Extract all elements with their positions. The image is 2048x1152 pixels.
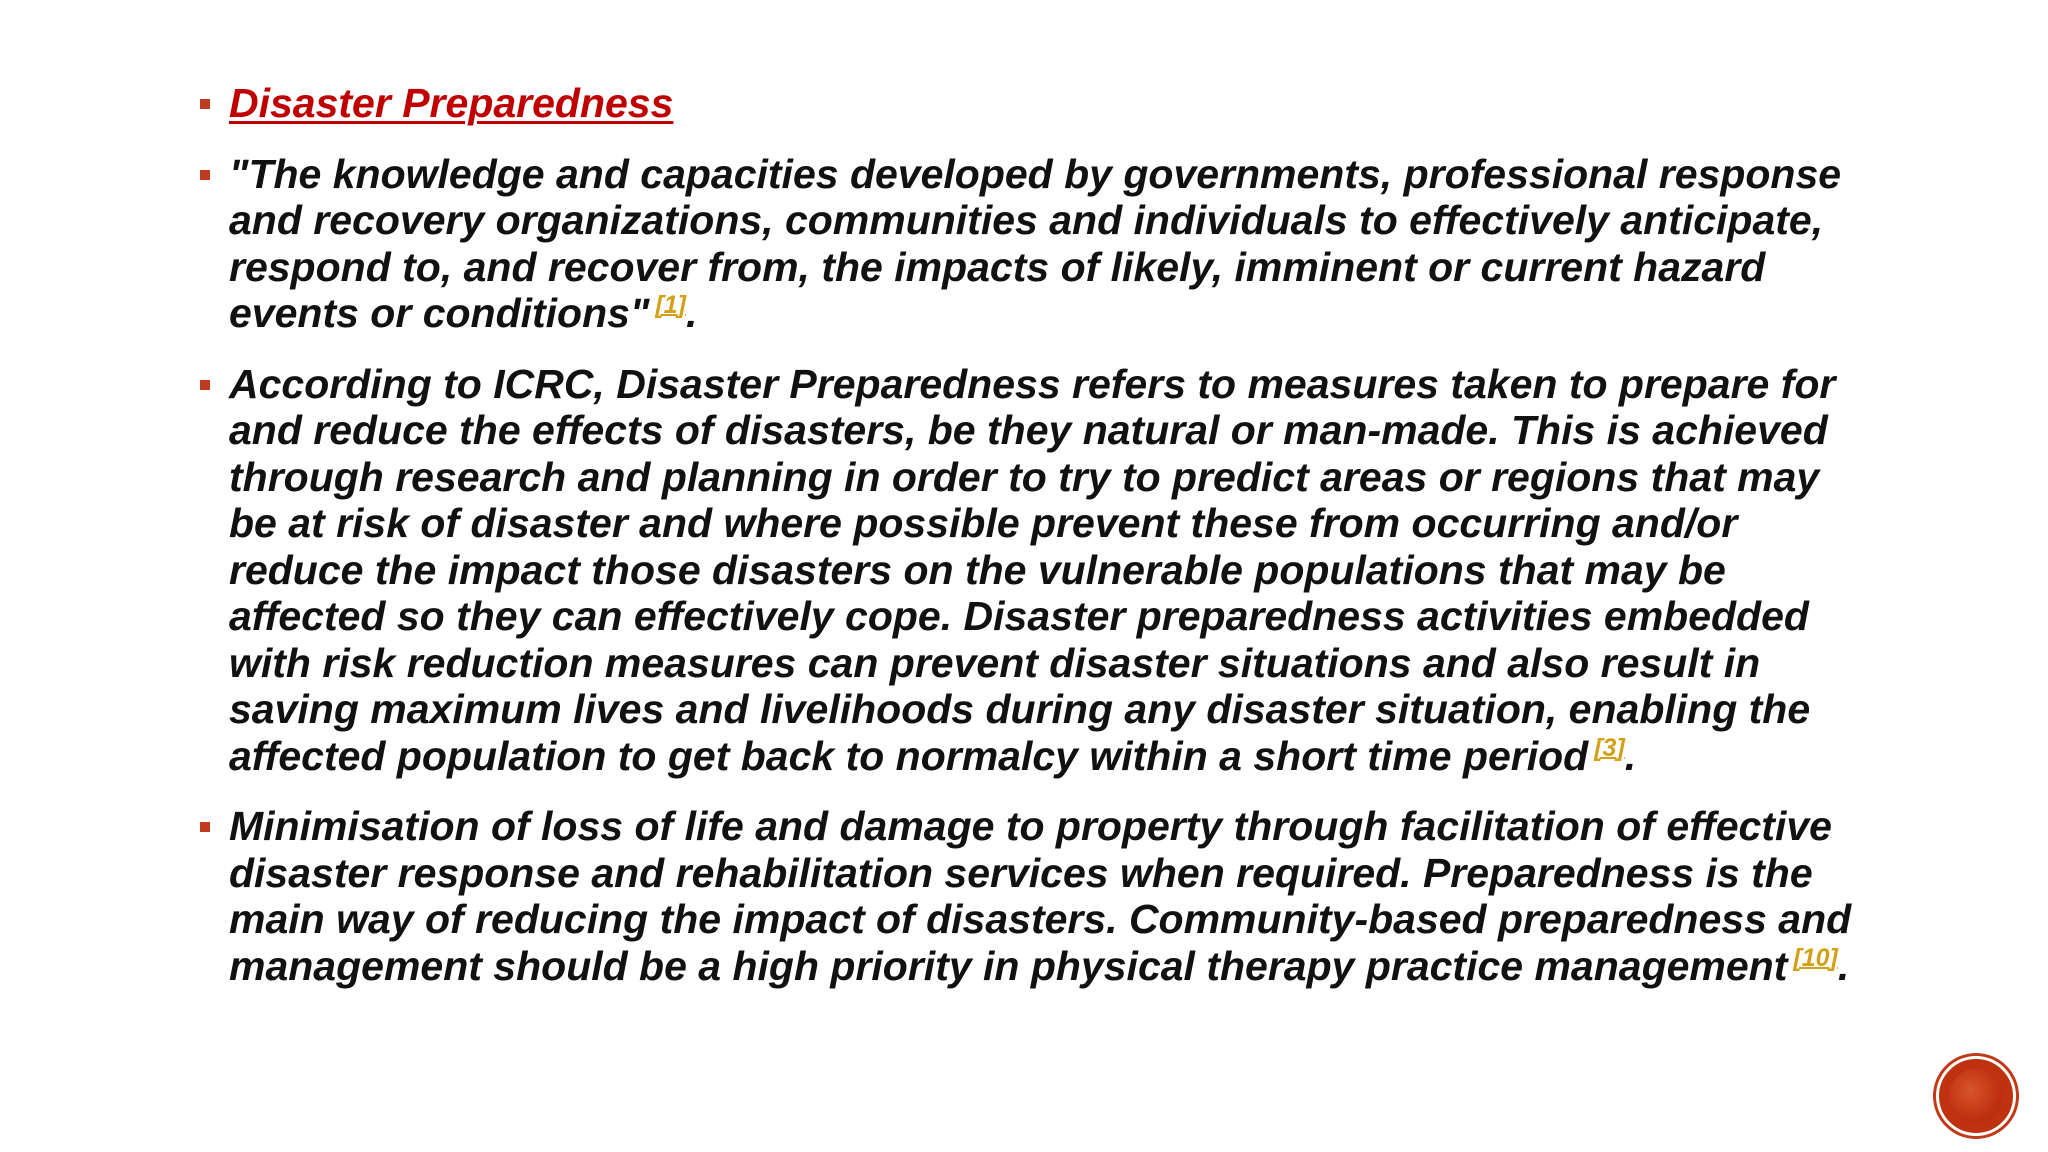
bullet-text: Minimisation of loss of life and damage to property through facilitation of effective disaster response and rehabilitation services when required. Preparedness is the main way of reducing the impact of disasters. Community-based preparedness and management should be a high priority in physical therapy practice management <box>229 803 1852 989</box>
circle-icon <box>1949 1069 2003 1123</box>
bullet-icrc <box>195 361 1875 780</box>
bullet-end: . <box>1837 942 1850 989</box>
square-bullet-icon <box>200 170 210 180</box>
square-bullet-icon <box>200 380 210 390</box>
bullet-text: "The knowledge and capacities developed by governments, professional response and recovery organizations, communities and individuals to effectively anticipate, respond to, and recover from, the impacts of likely, imminent or current hazard events or conditions" <box>229 150 1842 336</box>
bullet-definition <box>195 151 1875 337</box>
bullet-end: . <box>685 290 698 336</box>
square-bullet-icon <box>200 99 210 109</box>
citation-link[interactable]: [3] <box>1594 733 1625 762</box>
bullet-list <box>195 80 1875 1013</box>
bullet-end: . <box>1624 732 1637 779</box>
bullet-text: According to ICRC, Disaster Preparedness refers to measures taken to prepare for and reduce the effects of disasters, be they natural or man-made. This is achieved through research and planning in order to try to predict areas or regions that may be at risk of disaster and where possible prevent these from occurring and/or reduce the impact those disasters on the vulnerable populations that may be affected so they can effectively cope. Disaster preparedness activities embedded with risk reduction measures can prevent disaster situations and also result in saving maximum lives and livelihoods during any disaster situation, enabling the affected population to get back to normalcy within a short time period <box>229 360 1836 779</box>
bullet-heading <box>195 80 1875 127</box>
square-bullet-icon <box>200 822 210 832</box>
citation-link[interactable]: [10] <box>1793 943 1838 972</box>
slide-nav-button[interactable] <box>1936 1056 2016 1136</box>
bullet-minimisation <box>195 803 1875 989</box>
citation-link[interactable]: [1] <box>655 291 686 319</box>
heading-link[interactable]: Disaster Preparedness <box>229 80 674 126</box>
